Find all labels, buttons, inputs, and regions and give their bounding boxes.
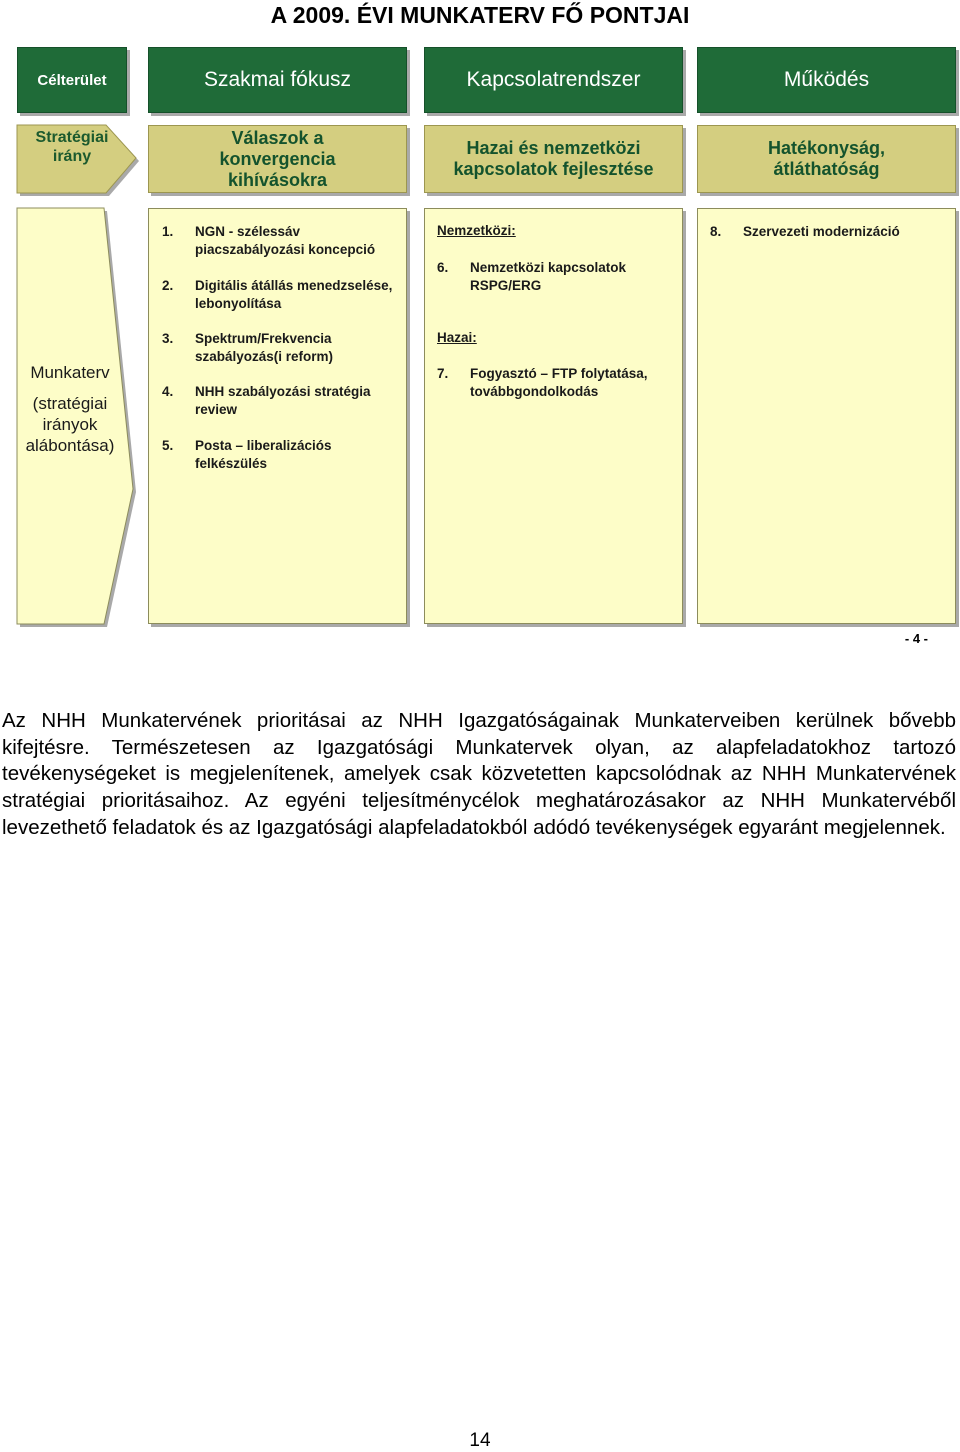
strategic-col-2-text: Hazai és nemzetközi kapcsolatok fejlesztése [453,138,654,179]
header-col-3-label: Működés [783,68,870,91]
intl-heading: Nemzetközi: [437,223,516,238]
list-item-4 [162,383,397,419]
list-item-4-num: 4. [162,384,174,399]
list-item-2 [162,277,397,313]
page-marker: - 4 - [904,631,928,646]
list-item-7-num: 7. [437,366,449,381]
list-item-3 [162,330,397,366]
list-item-2-text: Digitális átállás menedzselése, lebonyolítása [195,278,393,311]
header-szakmai-fokusz [148,47,407,113]
list-item-8 [710,223,950,241]
header-celterulet [17,47,127,113]
munkaterv-label-sub: (stratégiai irányok alábontása) [25,394,115,455]
list-item-1 [162,223,397,259]
munkaterv-col-3 [697,208,956,624]
list-item-3-num: 3. [162,331,174,346]
munkaterv-label-title: Munkaterv [30,363,110,382]
page-title: A 2009. ÉVI MUNKATERV FŐ PONTJAI [270,2,690,28]
list-item-3-text: Spektrum/Frekvencia szabályozás(i reform) [195,331,334,364]
list-item-6-text: Nemzetközi kapcsolatok RSPG/ERG [470,260,627,293]
strategic-col-1 [148,125,407,193]
list-item-1-num: 1. [162,224,174,239]
list-item-5-num: 5. [162,438,174,453]
header-kapcsolatrendszer [424,47,683,113]
list-item-7 [437,365,672,401]
list-item-6-num: 6. [437,260,449,275]
strategic-col-3 [697,125,956,193]
strategic-col-3-text: Hatékonyság, átláthatóság [767,138,886,179]
list-item-8-text: Szervezeti modernizáció [743,224,900,239]
header-col-1-label: Szakmai fókusz [203,68,352,91]
list-item-7-text: Fogyasztó – FTP folytatása, továbbgondolkodás [470,366,648,399]
strategic-label: Stratégiai irány [35,129,109,165]
list-item-6 [437,259,672,295]
body-paragraph: Az NHH Munkatervének prioritásai az NHH Igazgatóságainak Munkaterveiben kerülnek bővebb kifejtésre. Természetesen az Igazgatósági Munkatervek olyan, az alapfeladatokhoz tartozó tevékenységeket is megjelenítenek, amelyek csak közvetetten kapcsolódnak az NHH Munkatervének stratégiai prioritásaihoz. Az egyéni teljesítménycélok meghatározásakor az NHH Munkatervéből levezethető feladatok és az Igazgatósági alapfeladatokból adódó tevékenységek egyaránt megjelennek. [2,709,956,839]
list-item-5-text: Posta – liberalizációs felkészülés [195,438,332,471]
page-number: 14 [469,1430,491,1451]
list-item-1-text: NGN - szélessáv piacszabályozási koncepció [195,224,376,257]
list-item-5 [162,437,397,473]
munkaterv-label [14,362,126,456]
list-item-4-text: NHH szabályozási stratégia review [195,384,371,417]
list-item-2-num: 2. [162,278,174,293]
strategic-col-1-text: Válaszok a konvergencia kihívásokra [219,127,336,190]
list-item-8-num: 8. [710,224,722,239]
strategic-col-2 [424,125,683,193]
home-heading: Hazai: [437,330,477,345]
header-mukodes [697,47,956,113]
header-celterulet-label: Célterület [37,71,107,89]
header-col-2-label: Kapcsolatrendszer [466,68,641,91]
